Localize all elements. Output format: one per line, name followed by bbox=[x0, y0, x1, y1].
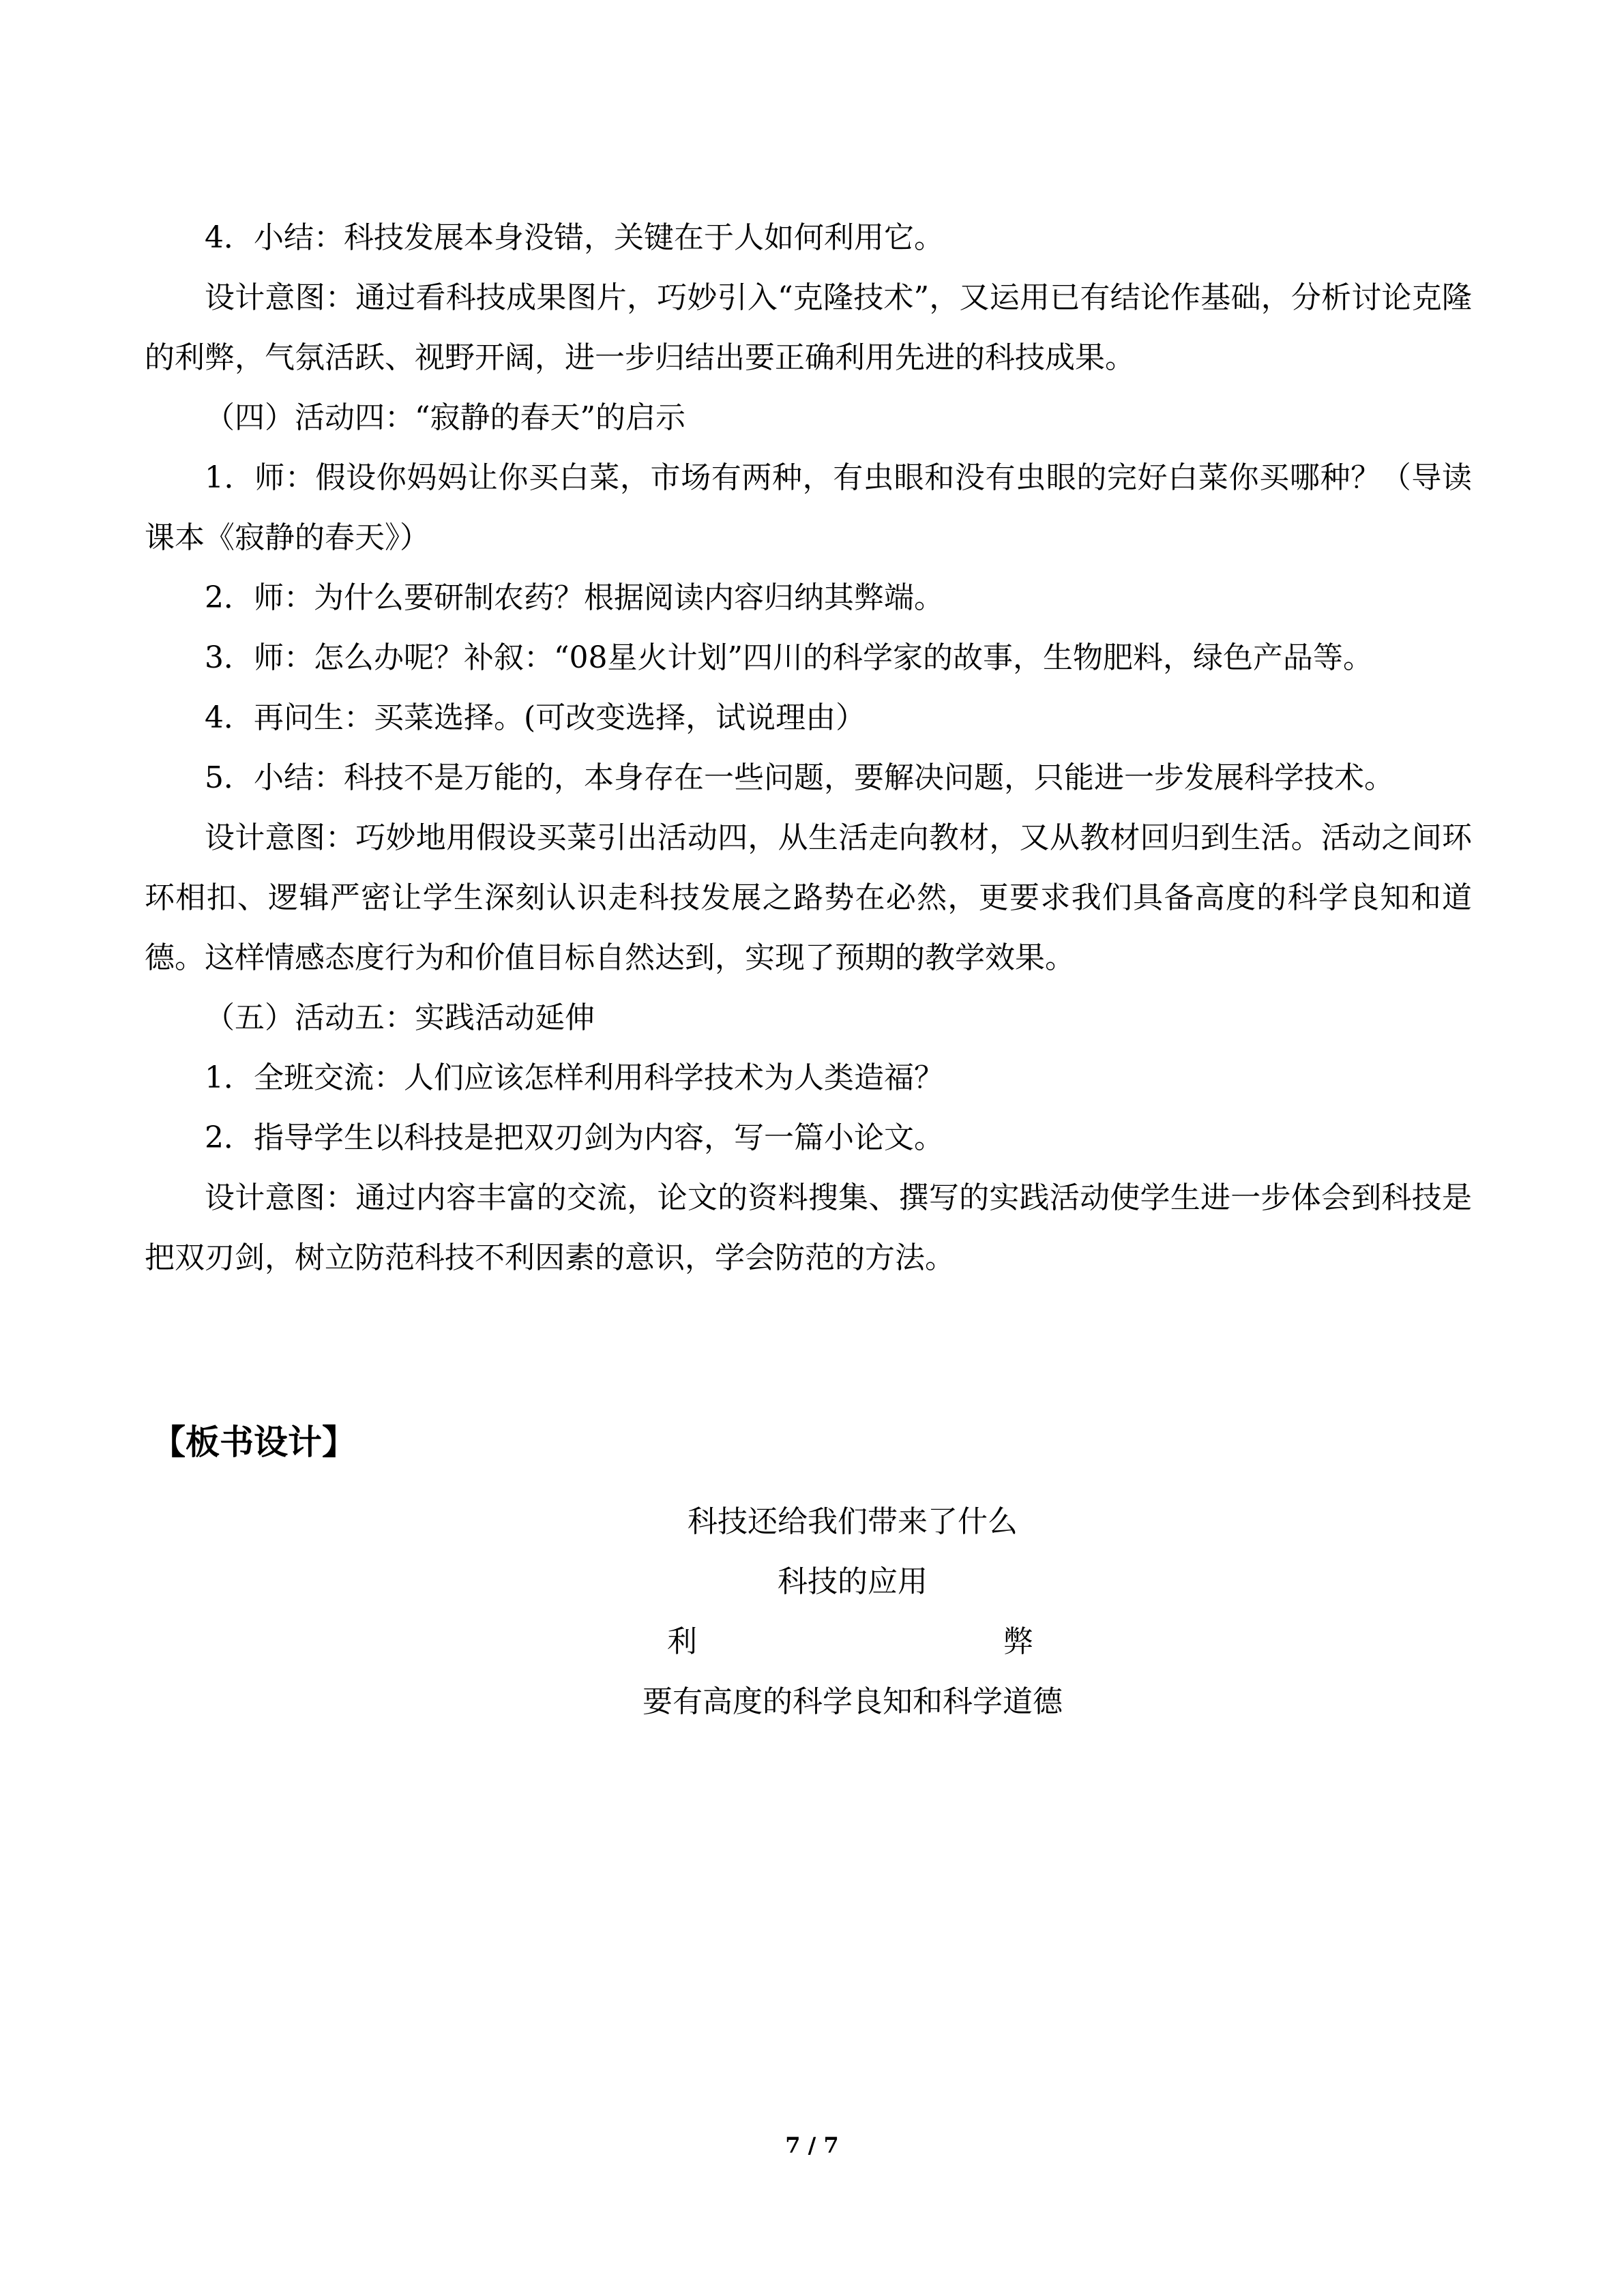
paragraph: 1．全班交流：人们应该怎样利用科学技术为人类造福？ bbox=[205, 1060, 944, 1095]
paragraph: 4．小结：科技发展本身没错，关键在于人如何利用它。 bbox=[205, 220, 944, 255]
board-pros-cons bbox=[477, 1612, 1228, 1672]
body-text bbox=[145, 208, 1472, 1288]
paragraph: 设计意图：巧妙地用假设买菜引出活动四，从生活走向教材，又从教材回归到生活。活动之间环环相扣、逻辑严密让学生深刻认识走科技发展之路势在必然，更要求我们具备高度的科学良知和道德。这样情感态度行为和价值目标自然达到，实现了预期的教学效果。 bbox=[145, 820, 1472, 975]
board-line-subtitle: 科技的应用 bbox=[778, 1564, 928, 1599]
board-cons: 弊 bbox=[1003, 1624, 1033, 1659]
paragraph: （四）活动四：“寂静的春天”的启示 bbox=[205, 400, 685, 435]
blackboard-design bbox=[477, 1492, 1228, 1732]
page-number: 7 / 7 bbox=[785, 2132, 839, 2158]
paragraph: 设计意图：通过内容丰富的交流，论文的资料搜集、撰写的实践活动使学生进一步体会到科技是把双刃剑，树立防范科技不利因素的意识，学会防范的方法。 bbox=[145, 1180, 1472, 1275]
paragraph: 4．再问生：买菜选择。(可改变选择，试说理由） bbox=[205, 700, 866, 735]
paragraph: 设计意图：通过看科技成果图片，巧妙引入“克隆技术”，又运用已有结论作基础，分析讨论克隆的利弊，气氛活跃、视野开阔，进一步归结出要正确利用先进的科技成果。 bbox=[145, 280, 1472, 375]
board-line-title: 科技还给我们带来了什么 bbox=[688, 1504, 1018, 1539]
paragraph: （五）活动五：实践活动延伸 bbox=[205, 1000, 595, 1035]
board-line-conclusion: 要有高度的科学良知和科学道德 bbox=[643, 1684, 1063, 1719]
section-heading: 【板书设计】 bbox=[151, 1422, 356, 1462]
paragraph: 5．小结：科技不是万能的，本身存在一些问题，要解决问题，只能进一步发展科学技术。 bbox=[205, 760, 1394, 795]
paragraph: 3．师：怎么办呢？补叙：“08星火计划”四川的科学家的故事，生物肥料，绿色产品等。 bbox=[205, 640, 1373, 675]
board-pros: 利 bbox=[667, 1624, 697, 1659]
paragraph: 2．指导学生以科技是把双刃剑为内容，写一篇小论文。 bbox=[205, 1120, 944, 1155]
paragraph: 2．师：为什么要研制农药？根据阅读内容归纳其弊端。 bbox=[205, 580, 944, 615]
paragraph: 1．师：假设你妈妈让你买白菜，市场有两种，有虫眼和没有虫眼的完好白菜你买哪种？（导读课本《寂静的春天》） bbox=[145, 460, 1472, 555]
